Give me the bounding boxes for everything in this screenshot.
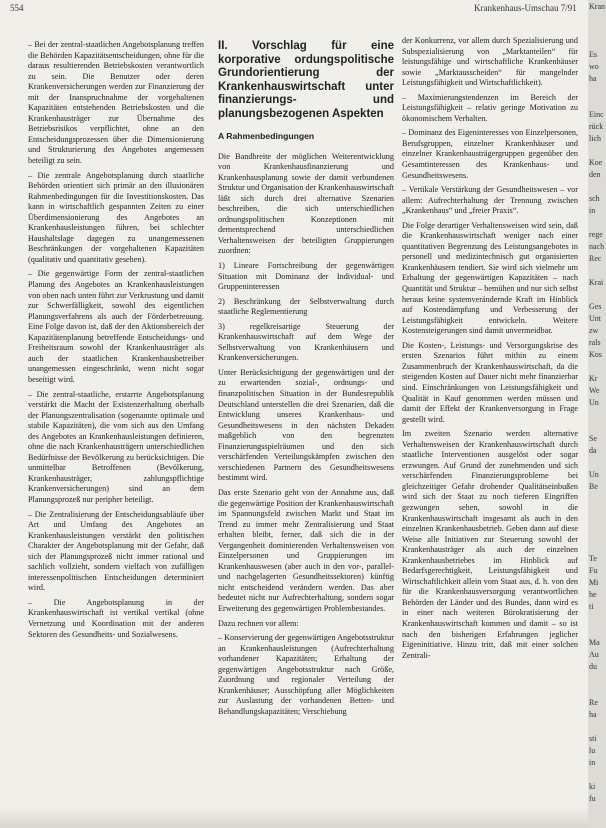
edge-fragment: Rec [589,254,602,263]
edge-fragment: Un [589,398,599,407]
edge-fragment: Re [589,698,598,707]
edge-fragment: Un [589,470,599,479]
edge-fragment [588,456,606,468]
paragraph: Unter Berücksichtigung der gegenwärtigen und der zu erwartenden sozial-, ordnungs- und finanzpolitischen Situation in der Bundesrepublik Deutschland unterstellen die drei Szenarien, daß die Entwicklung unseres Krankenhaus- und Gesundheitswesens in den nächsten Dekaden maßgeblich von den begrenzten Finanzierungsspielräumen und den sich verschärfenden Verteilungskämpfen zwischen den verschiedenen Partnern des Gesundheitswesens bestimmt wird. [218,367,394,483]
paragraph: 2) Beschränkung der Selbstverwaltung durch staatliche Reglementierung [218,296,394,317]
edge-fragment [588,516,606,528]
edge-fragment: ha [589,74,597,83]
edge-fragment: Ma [589,638,600,647]
edge-fragment [588,96,606,108]
paragraph: – Maximierungstendenzen im Bereich der Leistungsfähigkeit – relativ geringe Motivation zu ökonomischem Verhalten. [402,92,578,123]
edge-fragment [588,288,606,300]
edge-fragment: Krai [589,278,604,287]
edge-fragment: Ges [589,302,602,311]
edge-fragment: Se [589,434,597,443]
edge-fragment [588,408,606,420]
edge-fragment: zw [589,326,599,335]
column-right [402,36,578,665]
paragraph: 1) Lineare Fortschreibung der gegenwärtigen Situation mit Dominanz der Individual- und Gruppeninteressen [218,261,394,292]
edge-fragment: fu [589,794,596,803]
edge-fragment [588,84,606,96]
paragraph: der Konkurrenz, vor allem durch Spezialisierung und Subspezialisierung von „Marktanteilen“ für leistungsfähige und wirtschaftliche Krankenhäuser sowie „Marktausscheiden“ für mangelnder Leistungsfähigkeit und Wirtschaftlichkeit). [402,36,578,88]
edge-fragment [588,612,606,624]
edge-fragment: du [589,662,597,671]
edge-fragment [588,672,606,684]
edge-fragment: da [589,446,597,455]
page-number: 554 [10,3,24,13]
adjacent-page-edge [588,0,606,828]
edge-fragment [588,36,606,48]
edge-fragment: rege [589,230,603,239]
edge-fragment: Einc [589,110,604,119]
edge-fragment [588,216,606,228]
paragraph: Die Kosten-, Leistungs- und Versorgungskrise des ersten Szenarios führt mithin zu einem Zusammenbruch der Krankenhauswirtschaft, da die steigenden Kosten auf Dauer nicht mehr finanzierbar sind. Einschränkungen von Leistungsfähigkeit und Qualität in Kauf genommen werden müssen und damit der Effekt der Krankenversorgung in Frage gestellt wird. [402,340,578,424]
edge-fragment: sch [589,194,600,203]
edge-fragment [588,360,606,372]
page-bottom-shadow [0,808,588,828]
paragraph: Die Folge derartiger Verhaltensweisen wird sein, daß die Krankenhauswirtschaft weniger nach einer quantitativen Begrenzung des Leistungsangebotes in personell und medizintechnisch gut organisierten Krankenhäusern tendiert. Sie wird sich vielmehr um Erhaltung der gegenwärtigen Kapazitäten – nach Quantität und Struktur – bemühen und nur sich selbst heraus keine systemverändernde Kraft im Hinblick auf Kostendämpfung und Verbesserung der Leistungsfähigkeit entwickeln. Weitere Kostensteigerungen sind damit unvermeidbar. [402,220,578,336]
column-left [28,40,204,644]
edge-fragment: sti [589,734,597,743]
edge-fragment: Mi [589,578,599,587]
paragraph: – Vertikale Verstärkung der Gesundheitswesen – vor allem: Aufrechterhaltung der Trennung zwischen „Krankenhaus“ und „freier Praxis“. [402,185,578,216]
edge-fragment: nach [589,242,605,251]
edge-fragment: rals [589,338,601,347]
edge-fragment: den [589,170,601,179]
edge-fragment [588,816,606,828]
paragraph: Im zweiten Szenario werden alternative Verhaltensweisen der Krankenhauswirtschaft durch staatliche Interventionen ausgelöst oder sogar erzwungen. Auf Grund der zunehmenden und sich verschärfenden Finanzierungsprobleme bei gleichzeitiger Gefahr drohender Qualitätseinbußen wird sich der Staat zu noch tieferen Eingriffen gezwungen sehen, sowohl in die Krankenhauswirtschaft insgesamt als auch in den einzelnen Krankenhausbetrieb. Geben dann auf diese Weise alle Initiativen zur Steuerung sowohl der Krankenhausträger als auch der einzelnen Krankenhausbetriebes im Hinblick auf Bedarfsgerechtigkeit, Leistungsfähigkeit und Wirtschaftlichkeit allein vom Staat aus, d. h. von den für die Krankenhausversorgung verantwortlichen Behörden der Länder und des Bundes, dann wird es in einer nach weiteren Bürokratisierung der Krankenhauswirtschaft kommen und damit – so ist nach den bisherigen Erfahrungen jeglicher Eigeninitiative. Hinzu tritt, daß mit einer solchen Zentrali- [402,429,578,660]
paragraph: – Dominanz des Eigeninteresses von Einzelpersonen, Berufsgruppen, einzelner Krankenhäuser und einzelner Krankenhausträgergruppen gegenüber den Gesamtinteressen des Krankenhaus- und Gesundheitswesens. [402,128,578,180]
edge-fragment: Kran [589,2,605,11]
paragraph: Die Bandbreite der möglichen Weiterentwicklung von Krankenhausfinanzierung und Krankenhausplanung sowie der damit verbundenen Struktur und Organisation der Krankenhauswirtschaft läßt sich durch drei alternative Szenarien beschreiben, die sich unterschiedlichen ordnungspolitischen Konzeptionen mit dementsprechend unterschiedlichen Verhaltensweisen der beteiligten Gruppierungen zuordnen: [218,151,394,256]
edge-fragment [588,24,606,36]
paragraph: Dazu rechnen vor allem: [218,618,299,628]
edge-fragment [588,684,606,696]
edge-fragment: Unt [589,314,601,323]
paragraph: – Die Angebotsplanung in der Krankenhauswirtschaft ist vertikal vertikal (ohne Vernetzung und Koordination mit der anderen Sektoren des Gesundheits- und Sozialwesens. [28,597,204,639]
edge-fragment: Kos [589,350,602,359]
edge-fragment: ti [589,602,594,611]
edge-fragment: wo [589,62,599,71]
edge-fragment: Es [589,50,597,59]
edge-fragment: rück [589,122,604,131]
edge-fragment: Au [589,650,599,659]
paragraph: – Bei der zentral-staatlichen Angebotsplanung treffen die Behörden Kapazitätsentscheidungen, ohne für die daraus resultierenden Betriebskosten verantwortlich zu sein. Die Benutzer oder deren Krankenversicherungen werden zur Finanzierung der mit der Inanspruchnahme der vorgehaltenen Kapazitäten entstehenden Betriebskosten und die Krankenhausträger zur Übernahme des Betriebsrisikos verpflichtet, ohne an den Entscheidungsprozessen über die Dimensionierung und Strukturierung des Angebotes angemessen beteiligt zu sein. [28,40,204,166]
edge-fragment: Fu [589,566,598,575]
edge-fragment [588,804,606,816]
edge-fragment: in [589,206,596,215]
column-middle [218,40,394,721]
edge-fragment: lich [589,134,601,143]
paragraph: – Konservierung der gegenwärtigen Angebotsstruktur an Krankenhausleistungen (Aufrechterhaltung vorhandener Kapazitäten; Erhaltung der gegenwärtigen Angebotsstruktur nach Größe, Zuordnung und regionaler Verteilung der Krankenhäuser; Ausschöpfung aller Möglichkeiten zur Auslastung der vorhandenen Betten- und Behandlungskapazitäten; Verschiebung [218,633,394,716]
edge-fragment [588,264,606,276]
paragraph: Das erste Szenario geht von der Annahme aus, daß die gegenwärtige Position der Krankenhauswirtschaft im Spannungsfeld zwischen Markt und Staat im Trend zu immer mehr Zentralisierung und Staat erhalten bleibt, ferner, daß sich die in der Vergangenheit dominierenden Verhaltensweisen von Einzelpersonen und Gruppierungen im Krankenhauswesen (aber auch in den vor-, parallel- und nachgelagerten Gesundheitssektoren) künftig nicht entscheidend verändern werden. Das aber bedeutet nicht nur Aufrechterhaltung, sondern sogar Erweiterung des gegenwärtigen Problembestandes. [218,487,394,613]
edge-fragment [588,12,606,24]
edge-fragment: ha [589,710,597,719]
paragraph: – Die gegenwärtige Form der zentral-staatlichen Planung des Angebotes an Krankenhausleistungen von oben nach unten führt zur Verkrustung und damit zur Schwerfälligkeit, sowohl des eigentlichen Planungsverfahrens als auch der Förderbetreuung. Eine Folge davon ist, daß der den Aktionsbereich der Kapazitätenplanung betreffende Entscheidungs- und Freiheitsraum sowohl der Krankenhausträger als auch der staatlichen Krankenhausbetreiber unangemessen eingeschränkt, wenn nicht sogar beseitigt wird. [28,269,204,384]
paragraph: – Die zentral-staatliche, erstarrte Angebotsplanung verstärkt die Macht der Existenzerhaltung oberhalb der Planungszentralisation (sogenannte optimale und stabile Kapazitäten), die vom sich aus den Umfang des Angebotes an Krankenhausleistungen definieren, ohne die nach Krankenhausträgern unterschiedlichen Bedürfnisse der Bevölkerung zu berücksichtigen. Die unmittelbar Betroffenen (Bevölkerung, Krankenhausträger, zahlungspflichtige Krankenversicherungen) sind an dem Planungsprozeß nur peripher beteiligt. [28,389,204,504]
paragraph: 3) regelkreisartige Steuerung der Krankenhauswirtschaft auf dem Wege der Selbstverwaltung von Krankenhäusern und Krankenversicherungen. [218,321,394,363]
edge-fragment: ki [589,782,596,791]
edge-fragment [588,528,606,540]
edge-fragment [588,180,606,192]
running-head: Krankenhaus-Umschau 7/91 [474,3,577,13]
edge-fragment [588,720,606,732]
edge-fragment: he [589,590,597,599]
edge-fragment: Koe [589,158,603,167]
edge-fragment: in [589,758,596,767]
edge-fragment [588,768,606,780]
paragraph: – Die zentrale Angebotsplanung durch staatliche Behörden orientiert sich primär an den illusionären Rahmenbedingungen für die Investitionskosten. Das kann in wirtschaftlich gespannten Zeiten zu einer Überdimensionierung des Angebotes an Krankenhausleistungen führen, bei schlechter Haushaltslage dagegen zu unangemessenen Beschränkungen der vorgehaltenen Kapazitäten (qualitativ und quantitativ gesehen). [28,170,204,264]
subsection-heading: A Rahmenbedingungen [218,131,315,141]
edge-fragment [588,144,606,156]
edge-fragment [588,540,606,552]
edge-fragment: Kr [589,374,598,383]
edge-fragment: lu [589,746,596,755]
edge-fragment [588,420,606,432]
edge-fragment [588,504,606,516]
edge-fragment [588,624,606,636]
edge-fragment [588,492,606,504]
edge-fragment: We [589,386,600,395]
paragraph: – Die Zentralisierung der Entscheidungsabläufe über Art und Umfang des Angebotes an Krankenhausleistungen verstärkt den politischen Charakter der Angebotsplanung mit der Gefahr, daß sich der Planungsprozeß nicht immer rational und sachlich vollzieht, sondern vielfach von zufälligen interessenpolitischen Entscheidungen determiniert wird. [28,509,204,593]
edge-fragment: Te [589,554,597,563]
edge-fragment: Be [589,482,598,491]
section-heading: II. Vorschlag für eine korporative ordungspolitische Grundorientierung der Krankenhauswirtschaft unter finanzierungs- und planungsbezogenen Aspekten [218,40,394,120]
